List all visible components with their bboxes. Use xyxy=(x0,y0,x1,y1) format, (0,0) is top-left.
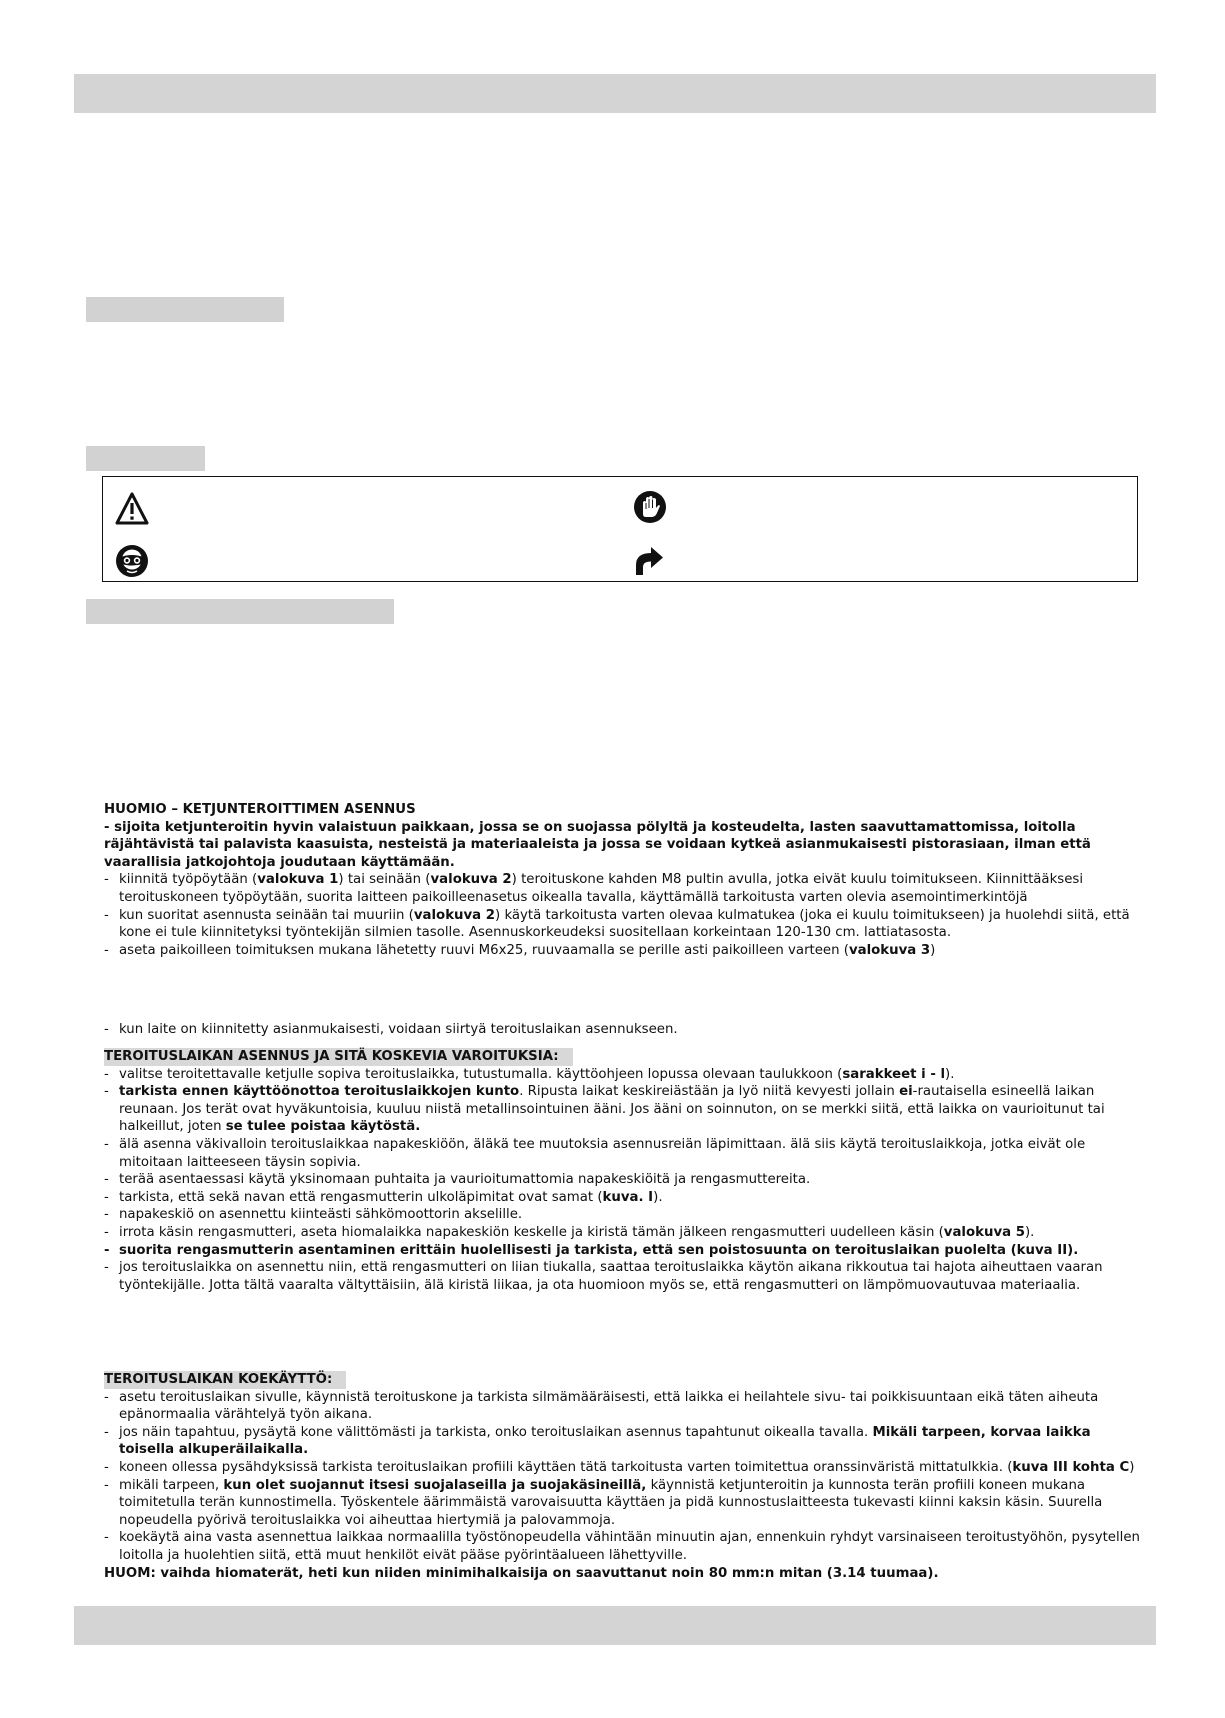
list-item: - suorita rengasmutterin asentaminen erittäin huolellisesti ja tarkista, että sen poistosuunta on teroituslaikan puolelta (kuva II). xyxy=(104,1242,1140,1260)
list-item: - irrota käsin rengasmutteri, aseta hiomalaikka napakeskiön keskelle ja kiristä tämän jälkeen rengasmutteri uudelleen käsin (valokuva 5). xyxy=(104,1224,1140,1242)
wheel-mounting-list xyxy=(104,1066,1140,1295)
test-run-heading: TEROITUSLAIKAN KOEKÄYTTÖ: xyxy=(104,1371,346,1389)
installation-list xyxy=(104,871,1140,959)
replacement-note: HUOM: vaihda hiomaterät, heti kun niiden minimihalkaisija on saavuttanut noin 80 mm:n mitan (3.14 tuumaa). xyxy=(104,1565,939,1581)
list-item: - mikäli tarpeen, kun olet suojannut itsesi suojalaseilla ja suojakäsineillä, käynnistä ketjunteroitin ja kunnosta terän profiili koneen mukana toimitetulla terän kunnostimella. Työskentele äärimmäistä varovaisuutta käyttäen ja pidä kunnostuslaitteesta tukevasti kiinni kaksin käsin. Suurella nopeudella pyörivä teroituslaikka voi aiheuttaa hiertymiä ja palovammoja. xyxy=(104,1477,1140,1530)
list-item: - terää asentaessasi käytä yksinomaan puhtaita ja vaurioitumattomia napakeskiöitä ja rengasmuttereita. xyxy=(104,1171,1140,1189)
list-item: - valitse teroitettavalle ketjulle sopiva teroituslaikka, tutustumalla. käyttöohjeen lopussa olevaan taulukkoon (sarakkeet i - l). xyxy=(104,1066,1140,1084)
section-label-bar-1 xyxy=(86,297,284,322)
gloves-icon xyxy=(633,489,667,525)
list-item: - älä asenna väkivalloin teroituslaikkaa napakeskiöön, äläkä tee muutoksia asennusreiän läpimittaan. älä siis käytä teroituslaikkoja, jotka eivät ole mitoitaan laitteeseen täysin sopivia. xyxy=(104,1136,1140,1171)
installation-intro: - sijoita ketjunteroitin hyvin valaistuun paikkaan, jossa se on suojassa pölyltä ja kosteudelta, lasten saavuttamattomissa, loitolla räjähtävistä tai palavista kaasuista, nesteistä ja materiaaleista ja jossa se voidaan kytkeä asianmukaisesti pistorasiaan, ilman että vaarallisia jatkojohtoja joudutaan käyttämään. xyxy=(104,819,1091,870)
test-run-section xyxy=(104,1371,1140,1582)
list-item: - asetu teroituslaikan sivulle, käynnistä teroituskone ja tarkista silmämääräisesti, että laikka ei heilahtele sivu- tai poikkisuuntaan eikä täten aiheuta epänormaalia värähtelyä työn aikana. xyxy=(104,1389,1140,1424)
list-item: - jos näin tapahtuu, pysäytä kone välittömästi ja tarkista, onko teroituslaikan asennus tapahtunut oikealla tavalla. Mikäli tarpeen, korvaa laikka toisella alkuperäilaikalla. xyxy=(104,1424,1140,1459)
rotation-arrow-icon xyxy=(631,543,665,579)
goggles-icon xyxy=(115,543,149,579)
list-item: - napakeskiö on asennettu kiinteästi sähkömoottorin akselille. xyxy=(104,1206,1140,1224)
warning-triangle-icon xyxy=(115,491,149,527)
wheel-mounting-heading: TEROITUSLAIKAN ASENNUS JA SITÄ KOSKEVIA VAROITUKSIA: xyxy=(104,1048,573,1066)
installation-heading: HUOMIO – KETJUNTEROITTIMEN ASENNUS xyxy=(104,802,416,817)
list-item: - kiinnitä työpöytään (valokuva 1) tai seinään (valokuva 2) teroituskone kahden M8 pultin avulla, jotka eivät kuulu toimitukseen. Kiinnittääksesi teroituskoneen työpöytään, suorita laitteen paikoilleenasetus oikealla tavalla, käyttämällä tarkoitusta varten olevia asemointimerkintöjä xyxy=(104,871,1140,906)
header-bar xyxy=(74,74,1156,113)
footer-bar xyxy=(74,1606,1156,1645)
list-item: - koekäytä aina vasta asennettua laikkaa normaalilla työstönopeudella vähintään minuutin ajan, ennenkuin ryhdyt varsinaiseen teroitustyöhön, pysytellen loitolla ja huolehtien siitä, että muut henkilöt eivät pääse pyörintäalueen lähettyville. xyxy=(104,1529,1140,1564)
installation-next-step xyxy=(104,1021,1140,1039)
list-item: - koneen ollessa pysähdyksissä tarkista teroituslaikan profiili käyttäen tätä tarkoitusta varten toimitettua oranssinväristä mittatulkkia. (kuva III kohta C) xyxy=(104,1459,1140,1477)
list-item: - jos teroituslaikka on asennettu niin, että rengasmutteri on liian tiukalla, saattaa teroituslaikka käytön aikana rikkoutua tai hajota aiheuttaen vaaran työntekijälle. Jotta tältä vaaralta vältyttäisiin, älä kiristä liikaa, ja ota huomioon myös se, että rengasmutteri on lämpömuovautuvaa materiaalia. xyxy=(104,1259,1140,1294)
section-label-bar-2 xyxy=(86,446,205,471)
list-item: - tarkista ennen käyttöönottoa teroituslaikkojen kunto. Ripusta laikat keskireiästään ja lyö niitä kevyesti jollain ei-rautaisella esineellä laikan reunaan. Jos terät ovat hyväkuntoisia, kuuluu niistä metallinsointuinen ääni. Jos ääni on soinnuton, on se merkki siitä, että laikka on vaurioitunut tai halkeillut, joten se tulee poistaa käytöstä. xyxy=(104,1083,1140,1136)
safety-symbols-box xyxy=(102,476,1138,582)
test-run-list xyxy=(104,1389,1140,1565)
list-item: - kun suoritat asennusta seinään tai muuriin (valokuva 2) käytä tarkoitusta varten olevaa kulmatukea (joka ei kuulu toimitukseen) ja huolehdi siitä, että kone ei tule kiinnitetyksi työntekijän silmien tasolle. Asennuskorkeudeksi suositellaan korkeintaan 120-130 cm. lattiatasosta. xyxy=(104,907,1140,942)
installation-section xyxy=(104,801,1140,959)
list-item: - kun laite on kiinnitetty asianmukaisesti, voidaan siirtyä teroituslaikan asennukseen. xyxy=(104,1021,1140,1039)
wheel-mounting-section xyxy=(104,1048,1140,1294)
list-item: - aseta paikoilleen toimituksen mukana lähetetty ruuvi M6x25, ruuvaamalla se perille asti paikoilleen varteen (valokuva 3) xyxy=(104,942,1140,960)
section-label-bar-3 xyxy=(86,599,394,624)
list-item: - tarkista, että sekä navan että rengasmutterin ulkoläpimitat ovat samat (kuva. I). xyxy=(104,1189,1140,1207)
